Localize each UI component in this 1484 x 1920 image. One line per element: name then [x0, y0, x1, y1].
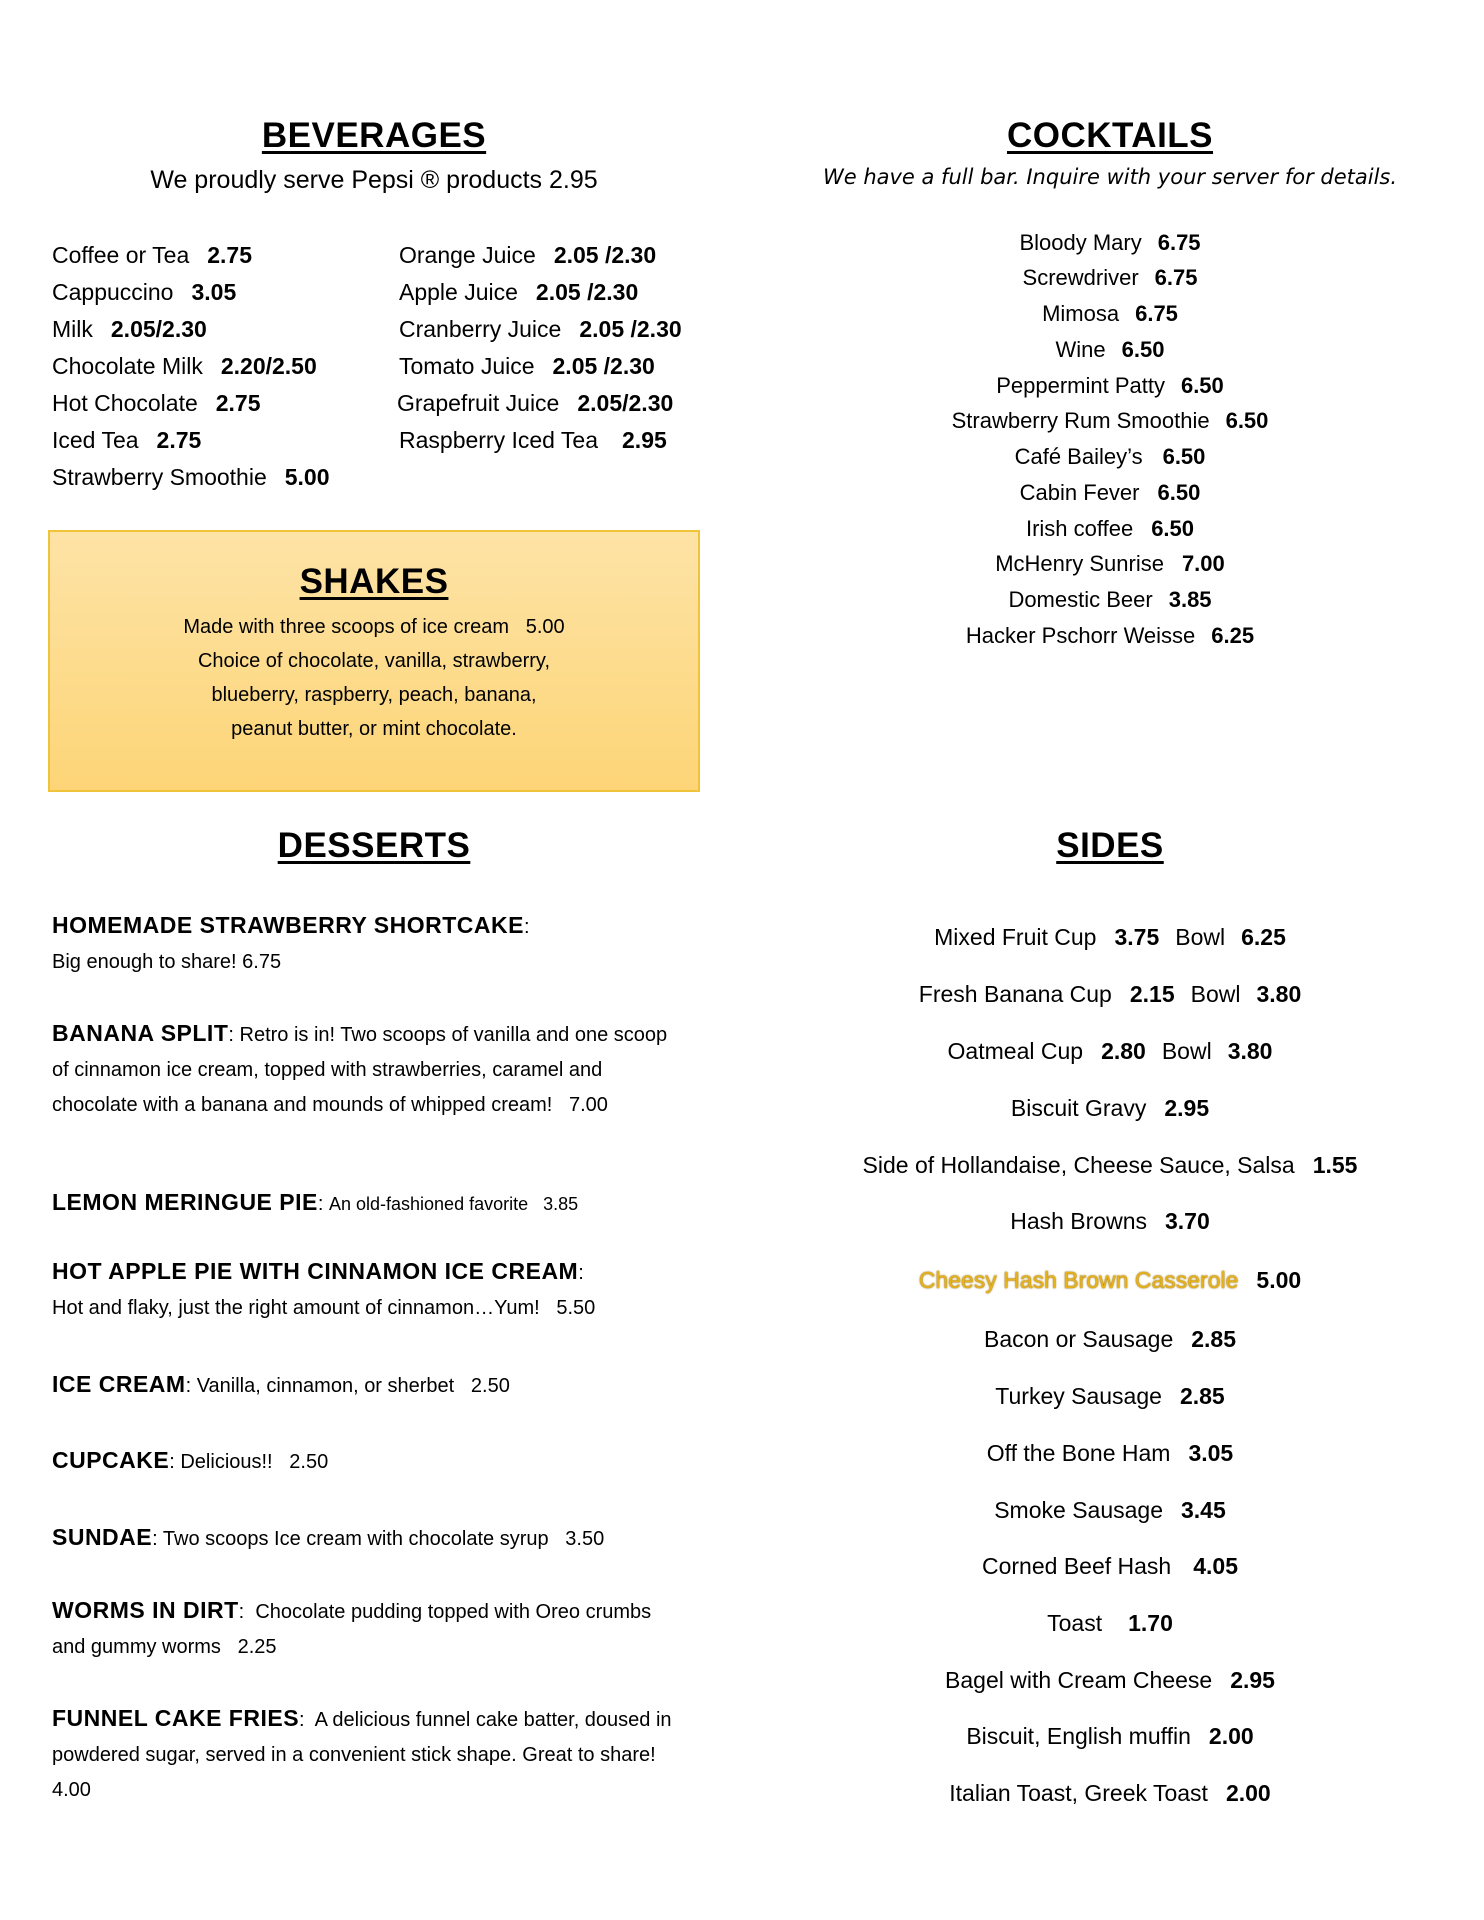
- dessert-name: FUNNEL CAKE FRIES: [52, 1705, 300, 1731]
- shakes-description: [50, 610, 698, 746]
- cocktail-item: Screwdriver 6.75: [1022, 265, 1198, 290]
- beverage-item: Orange Juice 2.05 /2.30: [399, 242, 657, 268]
- side-item: Oatmeal Cup 2.80 Bowl 3.80: [947, 1038, 1273, 1064]
- cocktail-item: Café Bailey’s 6.50: [1014, 444, 1206, 469]
- cocktail-item: Strawberry Rum Smoothie 6.50: [951, 408, 1269, 433]
- dessert-item: CUPCAKE: Delicious!! 2.50: [52, 1447, 329, 1473]
- shakes-line: Choice of chocolate, vanilla, strawberry,: [197, 650, 550, 672]
- cocktail-item: Bloody Mary 6.75: [1019, 230, 1201, 255]
- beverage-item: Iced Tea 2.75: [52, 427, 202, 453]
- dessert-item: SUNDAE: Two scoops Ice cream with chocolate syrup 3.50: [52, 1524, 605, 1550]
- shakes-line: blueberry, raspberry, peach, banana,: [211, 684, 537, 706]
- cocktail-item: Domestic Beer 3.85: [1008, 587, 1212, 612]
- side-item: Italian Toast, Greek Toast 2.00: [949, 1780, 1271, 1806]
- beverage-item: Coffee or Tea 2.75: [52, 242, 253, 268]
- cocktail-item: Wine 6.50: [1055, 337, 1165, 362]
- beverage-item: Cappuccino 3.05: [52, 279, 237, 305]
- cocktail-item: Cabin Fever 6.50: [1019, 480, 1201, 505]
- cocktails-title: COCKTAILS: [1006, 116, 1214, 155]
- side-item: Mixed Fruit Cup 3.75 Bowl 6.25: [934, 924, 1286, 950]
- side-item: Off the Bone Ham 3.05: [986, 1440, 1234, 1466]
- sides-list: [780, 924, 1440, 1824]
- cocktail-item: Hacker Pschorr Weisse 6.25: [965, 623, 1255, 648]
- side-item: Fresh Banana Cup 2.15 Bowl 3.80: [918, 981, 1302, 1007]
- dessert-description: Two scoops Ice cream with chocolate syrup 3.50: [162, 1528, 605, 1550]
- beverage-item: Chocolate Milk 2.20/2.50: [52, 353, 317, 379]
- beverage-item: Raspberry Iced Tea 2.95: [399, 427, 667, 453]
- dessert-item: FUNNEL CAKE FRIES: A delicious funnel cake batter, doused in powdered sugar, served in a convenient stick shape. Great to share! 4.00: [52, 1705, 678, 1801]
- beverage-item: Strawberry Smoothie 5.00: [52, 464, 330, 490]
- dessert-item: HOMEMADE STRAWBERRY SHORTCAKE: Big enough to share! 6.75: [52, 912, 530, 973]
- beverage-item: Apple Juice 2.05 /2.30: [399, 279, 639, 305]
- shakes-line: Made with three scoops of ice cream 5.00: [183, 616, 565, 638]
- dessert-item: WORMS IN DIRT: Chocolate pudding topped with Oreo crumbs and gummy worms 2.25: [52, 1597, 657, 1658]
- side-item: Turkey Sausage 2.85: [995, 1383, 1225, 1409]
- dessert-name: ICE CREAM: [52, 1371, 186, 1397]
- cocktails-subtitle: We have a full bar. Inquire with your server for details.: [822, 165, 1398, 189]
- side-item: Hash Browns 3.70: [1010, 1208, 1210, 1234]
- dessert-item: LEMON MERINGUE PIE: An old-fashioned favorite 3.85: [52, 1189, 579, 1215]
- dessert-description: Hot and flaky, just the right amount of cinnamon…Yum! 5.50: [52, 1297, 596, 1319]
- dessert-description: Vanilla, cinnamon, or sherbet 2.50: [196, 1375, 510, 1397]
- side-item: Smoke Sausage 3.45: [994, 1497, 1226, 1523]
- dessert-name: WORMS IN DIRT: [52, 1597, 239, 1623]
- dessert-description: Retro is in! Two scoops of vanilla and one scoop of cinnamon ice cream, topped with strawberries, caramel and chocolate with a banana and mounds of whipped cream! 7.00: [52, 1024, 673, 1116]
- cocktail-item: Peppermint Patty 6.50: [996, 373, 1224, 398]
- dessert-name: HOMEMADE STRAWBERRY SHORTCAKE: [52, 912, 524, 938]
- dessert-name: CUPCAKE: [52, 1447, 170, 1473]
- shakes-panel: [48, 530, 700, 792]
- dessert-description: Delicious!! 2.50: [180, 1451, 329, 1473]
- side-item: Biscuit, English muffin 2.00: [966, 1723, 1254, 1749]
- side-item: Bacon or Sausage 2.85: [983, 1326, 1236, 1352]
- beverages-subtitle: We proudly serve Pepsi ® products 2.95: [150, 166, 598, 194]
- dessert-item: BANANA SPLIT: Retro is in! Two scoops of vanilla and one scoop of cinnamon ice cream, topped with strawberries, caramel and chocolate with a banana and mounds of whipped cream! 7.00: [52, 1020, 673, 1116]
- beverage-item: Tomato Juice 2.05 /2.30: [399, 353, 655, 379]
- beverage-item: Hot Chocolate 2.75: [52, 390, 261, 416]
- side-item: Side of Hollandaise, Cheese Sauce, Salsa 1.55: [862, 1152, 1358, 1178]
- cocktail-item: McHenry Sunrise 7.00: [995, 551, 1225, 576]
- desserts-title: DESSERTS: [277, 826, 471, 865]
- side-item-featured: Cheesy Hash Brown Casserole 5.00: [918, 1267, 1302, 1293]
- dessert-description: An old-fashioned favorite 3.85: [328, 1194, 579, 1214]
- dessert-name: BANANA SPLIT: [52, 1020, 229, 1046]
- cocktails-list: [780, 230, 1440, 650]
- sides-title: SIDES: [1056, 826, 1164, 865]
- dessert-name: HOT APPLE PIE WITH CINNAMON ICE CREAM: [52, 1258, 579, 1284]
- dessert-description: Chocolate pudding topped with Oreo crumbs and gummy worms 2.25: [52, 1601, 657, 1658]
- cocktail-item: Irish coffee 6.50: [1025, 516, 1195, 541]
- side-item: Toast 1.70: [1047, 1610, 1173, 1636]
- dessert-item: HOT APPLE PIE WITH CINNAMON ICE CREAM: Hot and flaky, just the right amount of cinnamon…Yum! 5.50: [52, 1258, 596, 1319]
- side-item: Bagel with Cream Cheese 2.95: [945, 1667, 1275, 1693]
- beverage-item: Cranberry Juice 2.05 /2.30: [399, 316, 682, 342]
- dessert-description: A delicious funnel cake batter, doused in powdered sugar, served in a convenient stick shape. Great to share! 4.00: [52, 1709, 678, 1801]
- beverage-item: Milk 2.05/2.30: [52, 316, 207, 342]
- dessert-description: Big enough to share! 6.75: [52, 951, 282, 973]
- cocktail-item: Mimosa 6.75: [1042, 301, 1178, 326]
- side-item: Corned Beef Hash 4.05: [982, 1553, 1238, 1579]
- dessert-item: ICE CREAM: Vanilla, cinnamon, or sherbet 2.50: [52, 1371, 510, 1397]
- shakes-line: peanut butter, or mint chocolate.: [231, 718, 517, 740]
- beverage-item: Grapefruit Juice 2.05/2.30: [397, 390, 674, 416]
- shakes-title: SHAKES: [299, 562, 449, 601]
- side-item: Biscuit Gravy 2.95: [1010, 1095, 1210, 1121]
- beverages-title: BEVERAGES: [261, 116, 487, 155]
- dessert-name: SUNDAE: [52, 1524, 153, 1550]
- dessert-name: LEMON MERINGUE PIE: [52, 1189, 318, 1215]
